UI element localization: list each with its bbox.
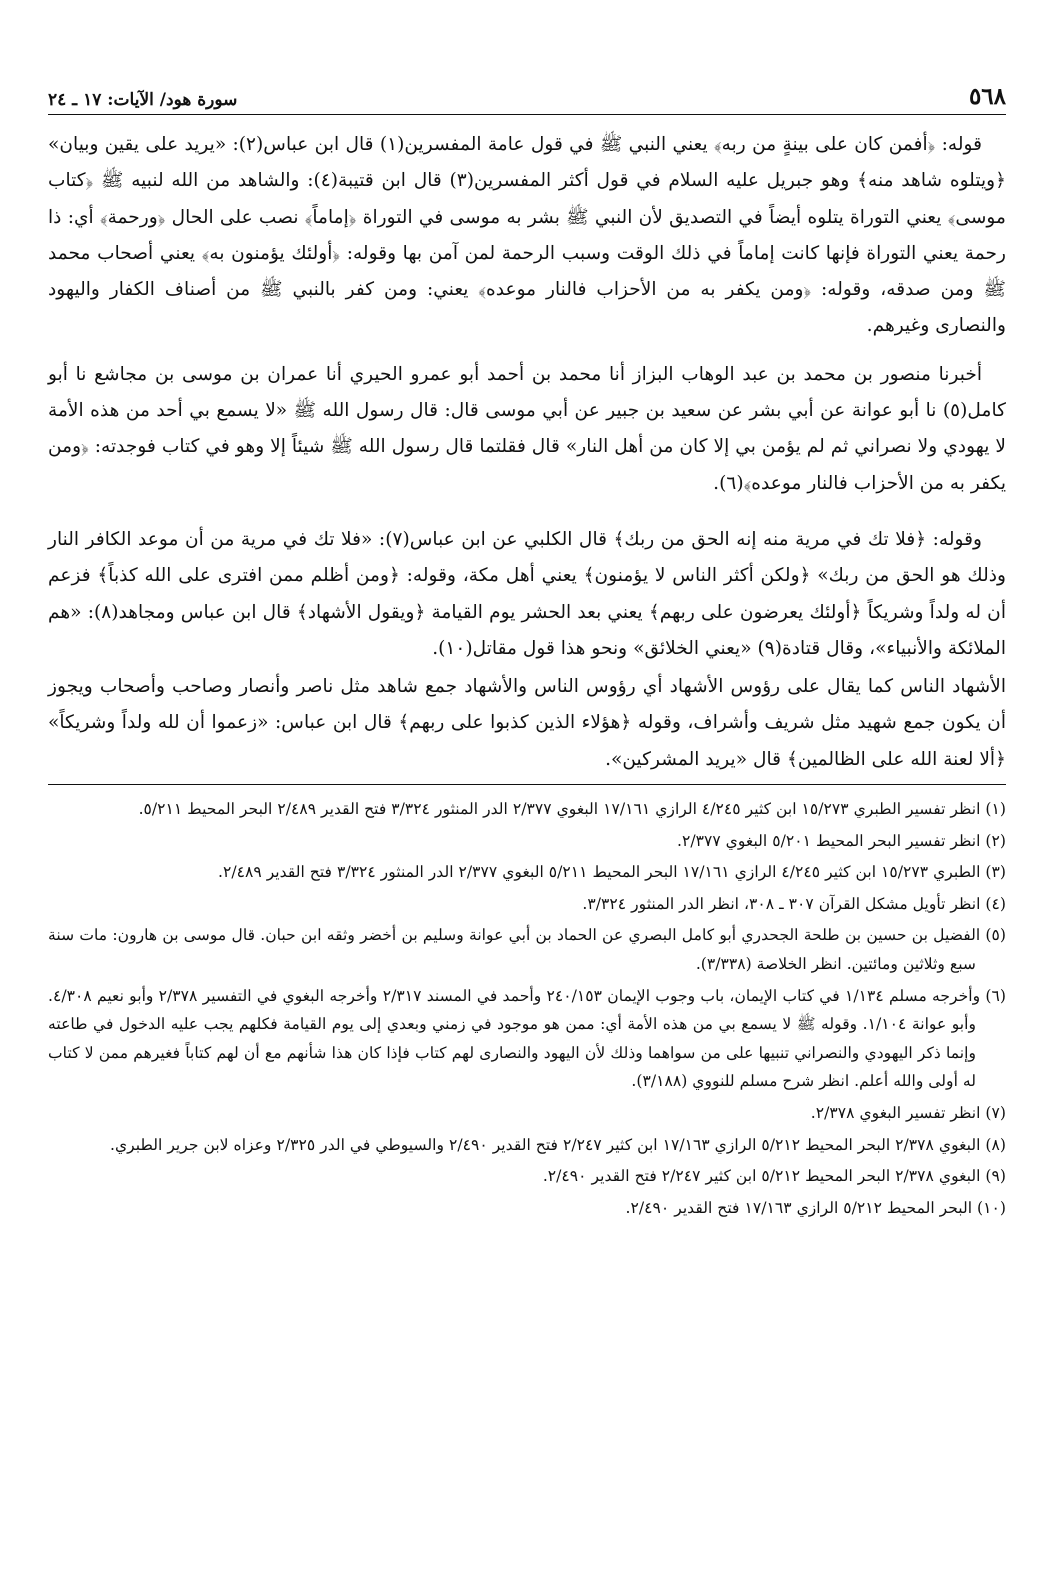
- footnote: (١٠) البحر المحيط ٥/٢١٢ الرازي ١٧/١٦٣ فتح القدير ٢/٤٩٠.: [625, 1198, 1006, 1217]
- footnote: (٧) انظر تفسير البغوي ٢/٣٧٨.: [810, 1103, 1006, 1122]
- paragraph: الأشهاد الناس كما يقال على رؤوس الأشهاد أي رؤوس الناس والأشهاد جمع شاهد مثل ناصر وأنصار وصاحب وأصحاب ويجوز أن يكون جمع شهيد مثل شريف وأشراف، وقوله ﴿هؤلاء الذين كذبوا على ربهم﴾ قال ابن عباس: «زعموا أن لله ولداً وشريكاً» ﴿ألا لعنة الله على الظالمين﴾ قال «يريد المشركين».: [48, 676, 1006, 770]
- footnote: (٤) انظر تأويل مشكل القرآن ٣٠٧ ـ ٣٠٨، انظر الدر المنثور ٣/٣٢٤.: [582, 894, 1006, 913]
- page-number: ٥٦٨: [968, 83, 1006, 110]
- footnote: (٦) وأخرجه مسلم ١/١٣٤ في كتاب الإيمان، باب وجوب الإيمان ٢٤٠/١٥٣ وأحمد في المسند ٢/٣١٧ وأخرجه البغوي في التفسير ٢/٣٧٨ وأبو نعيم ٤/٣٠٨. وأبو عوانة ١/١٠٤. وقوله ﷺ لا يسمع بي من هذه الأمة أي: ممن هو موجود في زمني وبعدي إلى يوم القيامة فكلهم يجب عليه الدخول في طاعته وإنما ذكر اليهودي والنصراني تنبيها على من سواهما وذلك لأن اليهود والنصارى لهم كتاب فإذا كان هذا شأنهم مع أن لهم كتاباً فغيرهم ممن لا كتاب له أولى والله أعلم. انظر شرح مسلم للنووي (٣/١٨٨).: [48, 986, 1006, 1091]
- footnote: (٢) انظر تفسير البحر المحيط ٥/٢٠١ البغوي ٢/٣٧٧.: [676, 831, 1006, 850]
- running-title: سورة هود/ الآيات: ١٧ ـ ٢٤: [48, 90, 238, 110]
- footnote: (٨) البغوي ٢/٣٧٨ البحر المحيط ٥/٢١٢ الرازي ١٧/١٦٣ ابن كثير ٢/٢٤٧ فتح القدير ٢/٤٩٠ والسيوطي في الدر ٢/٣٢٥ وعزاه لابن جرير الطبري.: [110, 1135, 1006, 1154]
- paragraph: قوله: ﴿أفمن كان على بينةٍ من ربه﴾ يعني النبي ﷺ في قول عامة المفسرين(١) قال ابن عباس(٢): «يريد على يقين وبيان» ﴿ويتلوه شاهد منه﴾ وهو جبريل عليه السلام في قول أكثر المفسرين(٣) قال ابن قتيبة(٤): والشاهد من الله لنبيه ﷺ ﴿كتاب موسى﴾ يعني التوراة يتلوه أيضاً في التصديق لأن النبي ﷺ بشر به موسى في التوراة ﴿إماماً﴾ نصب على الحال ﴿ورحمة﴾ أي: ذا رحمة يعني التوراة فإنها كانت إماماً في ذلك الوقت وسبب الرحمة لمن آمن بها وقوله: ﴿أولئك يؤمنون به﴾ يعني أصحاب محمد ﷺ ومن صدقه، وقوله: ﴿ومن يكفر به من الأحزاب فالنار موعده﴾ يعني: ومن كفر بالنبي ﷺ من أصناف الكفار واليهود والنصارى وغيرهم.: [48, 134, 1006, 337]
- footnote: (١) انظر تفسير الطبري ١٥/٢٧٣ ابن كثير ٤/٢٤٥ الرازي ١٧/١٦١ البغوي ٢/٣٧٧ الدر المنثور ٣/٣٢٤ فتح القدير ٢/٤٨٩ البحر المحيط ٥/٢١١.: [138, 800, 1006, 819]
- footnote: (٥) الفضيل بن حسين بن طلحة الجحدري أبو كامل البصري عن الحماد بن أبي عوانة وسليم بن أخضر وثقه ابن حبان. قال موسى بن هارون: مات سنة سبع وثلاثين ومائتين. انظر الخلاصة (٣/٣٣٨).: [48, 926, 1006, 974]
- paragraph: أخبرنا منصور بن محمد بن عبد الوهاب البزاز أنا محمد بن أحمد أبو عمرو الحيري أنا عمران بن موسى بن مجاشع نا أبو كامل(٥) نا أبو عوانة عن أبي بشر عن سعيد بن جبير عن أبي موسى قال: قال رسول الله ﷺ «لا يسمع بي أحد من هذه الأمة لا يهودي ولا نصراني ثم لم يؤمن بي إلا كان من أهل النار» قال فقلتما قال رسول الله ﷺ شيئاً إلا وهو في كتاب فوجدته: ﴿ومن يكفر به من الأحزاب فالنار موعده﴾(٦).: [48, 363, 1006, 494]
- running-header: [48, 80, 1006, 115]
- main-text: [48, 127, 1006, 778]
- footnotes: [48, 784, 1006, 1222]
- footnote: (٣) الطبري ١٥/٢٧٣ ابن كثير ٤/٢٤٥ الرازي ١٧/١٦١ البحر المحيط ٥/٢١١ البغوي ٢/٣٧٧ الدر المنثور ٣/٣٢٤ فتح القدير ٢/٤٨٩.: [218, 863, 1006, 882]
- footnote: (٩) البغوي ٢/٣٧٨ البحر المحيط ٥/٢١٢ ابن كثير ٢/٢٤٧ فتح القدير ٢/٤٩٠.: [542, 1167, 1006, 1186]
- paragraph: وقوله: ﴿فلا تك في مرية منه إنه الحق من ربك﴾ قال الكلبي عن ابن عباس(٧): «فلا تك في مرية من أن موعد الكافر النار وذلك هو الحق من ربك» ﴿ولكن أكثر الناس لا يؤمنون﴾ يعني أهل مكة، وقوله: ﴿ومن أظلم ممن افترى على الله كذباً﴾ فزعم أن له ولداً وشريكاً ﴿أولئك يعرضون على ربهم﴾ يعني بعد الحشر يوم القيامة ﴿ويقول الأشهاد﴾ قال ابن عباس ومجاهد(٨): «هم الملائكة والأنبياء»، وقال قتادة(٩) «يعني الخلائق» ونحو هذا قول مقاتل(١٠).: [48, 528, 1006, 659]
